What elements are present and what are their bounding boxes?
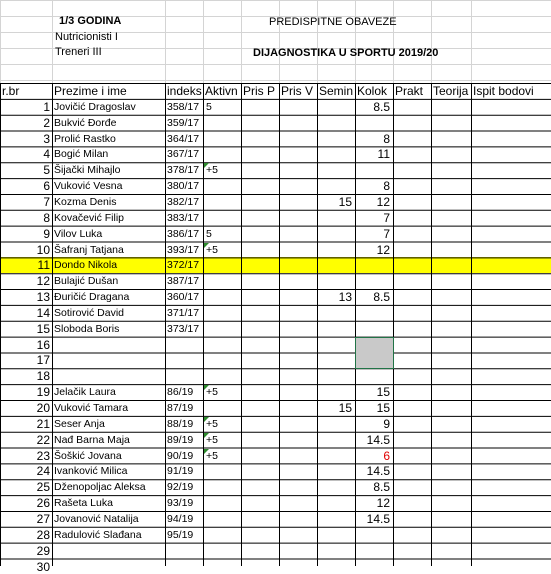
- kolokvijum-cell[interactable]: 15: [376, 401, 390, 415]
- aktivnost-cell[interactable]: +5: [206, 164, 218, 177]
- student-name[interactable]: Vuković Tamara: [54, 402, 129, 414]
- row-number[interactable]: 9: [43, 226, 50, 241]
- kolokvijum-cell[interactable]: 8.5: [373, 290, 390, 305]
- student-name[interactable]: Dondo Nikola: [54, 259, 118, 272]
- row-number[interactable]: 26: [36, 496, 50, 511]
- row-number[interactable]: 28: [36, 527, 50, 542]
- row-number[interactable]: 2: [43, 115, 50, 130]
- index-cell[interactable]: 386/17: [167, 227, 200, 240]
- row-number[interactable]: 27: [36, 511, 50, 526]
- kolokvijum-cell[interactable]: 8: [383, 131, 390, 146]
- column-header[interactable]: Pris V: [281, 84, 314, 98]
- index-cell[interactable]: 367/17: [167, 148, 200, 161]
- student-name[interactable]: Jelačik Laura: [54, 386, 116, 399]
- student-name[interactable]: Đuričić Dragana: [54, 291, 130, 304]
- kolokvijum-cell[interactable]: 14.5: [366, 511, 390, 526]
- index-cell[interactable]: 383/17: [167, 211, 200, 224]
- row-number[interactable]: 22: [36, 432, 50, 447]
- index-cell[interactable]: 372/17: [167, 259, 200, 272]
- column-header[interactable]: r.br: [2, 84, 20, 98]
- header-title-top[interactable]: PREDISPITNE OBAVEZE: [269, 16, 397, 28]
- student-name[interactable]: Vilov Luka: [54, 227, 103, 240]
- row-number[interactable]: 18: [36, 369, 50, 384]
- index-cell[interactable]: 95/19: [167, 528, 194, 541]
- aktivnost-cell[interactable]: +5: [206, 417, 218, 430]
- row-number[interactable]: 25: [36, 480, 50, 495]
- student-name[interactable]: Sloboda Boris: [54, 322, 120, 335]
- index-cell[interactable]: 387/17: [167, 275, 200, 288]
- column-header[interactable]: Prezime i ime: [54, 84, 127, 98]
- column-header[interactable]: Pris P: [243, 84, 276, 98]
- index-cell[interactable]: 94/19: [167, 512, 194, 525]
- row-number[interactable]: 8: [43, 210, 50, 225]
- seminar-cell[interactable]: 15: [338, 194, 352, 209]
- kolokvijum-cell[interactable]: 8.5: [373, 480, 390, 495]
- row-number[interactable]: 14: [36, 305, 50, 320]
- kolokvijum-cell[interactable]: 8: [383, 179, 390, 194]
- row-number[interactable]: 11: [37, 258, 50, 273]
- index-cell[interactable]: 359/17: [167, 116, 200, 129]
- index-cell[interactable]: 86/19: [167, 386, 194, 399]
- student-name[interactable]: Dženopoljac Aleksa: [54, 481, 146, 494]
- comment-indicator-icon[interactable]: [204, 385, 209, 390]
- row-number[interactable]: 16: [36, 337, 50, 352]
- student-name[interactable]: Seser Anja: [54, 417, 105, 430]
- student-name[interactable]: Jovičić Dragoslav: [54, 100, 136, 113]
- student-name[interactable]: Vuković Vesna: [54, 180, 123, 193]
- column-header[interactable]: Aktivn: [205, 84, 238, 98]
- index-cell[interactable]: 360/17: [167, 291, 200, 304]
- row-number[interactable]: 10: [36, 242, 50, 257]
- student-name[interactable]: Ivanković Milica: [54, 465, 128, 478]
- index-cell[interactable]: 93/19: [167, 497, 194, 510]
- aktivnost-cell[interactable]: +5: [206, 449, 218, 462]
- row-number[interactable]: 23: [36, 448, 50, 463]
- aktivnost-cell[interactable]: +5: [206, 433, 218, 446]
- kolokvijum-cell[interactable]: 12: [376, 194, 390, 209]
- row-number[interactable]: 6: [43, 179, 50, 194]
- column-header[interactable]: Teorija: [433, 84, 469, 98]
- kolokvijum-cell[interactable]: 12: [376, 496, 390, 511]
- index-cell[interactable]: 88/19: [167, 417, 194, 430]
- row-number[interactable]: 15: [36, 321, 50, 336]
- index-cell[interactable]: 87/19: [167, 402, 194, 414]
- header-title-main[interactable]: DIJAGNOSTIKA U SPORTU 2019/20: [253, 47, 439, 59]
- column-header[interactable]: Kolok: [357, 84, 388, 98]
- student-name[interactable]: Šijački Mihajlo: [54, 164, 121, 177]
- row-number[interactable]: 3: [43, 131, 50, 146]
- kolokvijum-cell[interactable]: 14.5: [366, 464, 390, 479]
- row-number[interactable]: 17: [36, 353, 50, 368]
- header-group[interactable]: 1/3 GODINA: [59, 15, 122, 27]
- kolokvijum-cell[interactable]: 14.5: [366, 432, 390, 447]
- comment-indicator-icon[interactable]: [204, 243, 209, 248]
- aktivnost-cell[interactable]: +5: [206, 243, 218, 256]
- kolokvijum-cell[interactable]: 8.5: [373, 99, 390, 114]
- index-cell[interactable]: 393/17: [167, 243, 200, 256]
- aktivnost-cell[interactable]: 5: [206, 227, 212, 240]
- aktivnost-cell[interactable]: +5: [206, 386, 218, 399]
- seminar-cell[interactable]: 13: [338, 290, 352, 305]
- selected-cell[interactable]: [355, 337, 394, 370]
- index-cell[interactable]: 382/17: [167, 195, 200, 208]
- row-number[interactable]: 13: [36, 290, 50, 305]
- student-name[interactable]: Radulović Slađana: [54, 528, 142, 541]
- student-name[interactable]: Šafranj Tatjana: [54, 243, 124, 256]
- row-number[interactable]: 21: [36, 416, 50, 431]
- student-name[interactable]: Nađ Barna Maja: [54, 433, 130, 446]
- comment-indicator-icon[interactable]: [204, 449, 209, 454]
- kolokvijum-cell[interactable]: 9: [383, 416, 390, 431]
- row-number[interactable]: 1: [43, 99, 50, 114]
- student-name[interactable]: Kozma Denis: [54, 195, 117, 208]
- row-number[interactable]: 29: [36, 543, 50, 558]
- kolokvijum-cell[interactable]: 12: [376, 242, 390, 257]
- header-line2[interactable]: Nutricionisti I: [55, 31, 118, 43]
- index-cell[interactable]: 380/17: [167, 180, 200, 193]
- aktivnost-cell[interactable]: 5: [206, 100, 212, 113]
- index-cell[interactable]: 358/17: [167, 100, 200, 113]
- index-cell[interactable]: 91/19: [167, 465, 194, 478]
- index-cell[interactable]: 371/17: [167, 306, 200, 319]
- column-header[interactable]: Ispit bodovi: [473, 84, 534, 98]
- student-name[interactable]: Kovačević Filip: [54, 211, 125, 224]
- comment-indicator-icon[interactable]: [204, 163, 209, 168]
- header-line3[interactable]: Treneri III: [55, 46, 102, 58]
- student-name[interactable]: Bulajić Dušan: [54, 275, 119, 288]
- index-cell[interactable]: 92/19: [167, 481, 194, 494]
- row-number[interactable]: 7: [43, 194, 50, 209]
- comment-indicator-icon[interactable]: [204, 433, 209, 438]
- index-cell[interactable]: 373/17: [167, 322, 200, 335]
- index-cell[interactable]: 89/19: [167, 433, 194, 446]
- row-number[interactable]: 4: [43, 147, 50, 162]
- column-header[interactable]: Prakt: [395, 84, 424, 98]
- row-number[interactable]: 30: [36, 559, 50, 574]
- column-header[interactable]: indeks: [167, 84, 202, 98]
- row-number[interactable]: 12: [36, 274, 50, 289]
- comment-indicator-icon[interactable]: [204, 417, 209, 422]
- kolokvijum-cell[interactable]: 7: [383, 210, 390, 225]
- student-name[interactable]: Jovanović Natalija: [54, 512, 139, 525]
- row-number[interactable]: 20: [36, 401, 50, 415]
- student-name[interactable]: Šoškić Jovana: [54, 449, 122, 462]
- row-number[interactable]: 24: [36, 464, 50, 479]
- kolokvijum-cell[interactable]: 7: [383, 226, 390, 241]
- row-number[interactable]: 5: [43, 163, 50, 178]
- student-name[interactable]: Rašeta Luka: [54, 497, 113, 510]
- kolokvijum-cell[interactable]: 11: [377, 147, 390, 162]
- seminar-cell[interactable]: 15: [338, 401, 352, 415]
- index-cell[interactable]: 90/19: [167, 449, 194, 462]
- kolokvijum-cell[interactable]: 6: [383, 448, 390, 463]
- index-cell[interactable]: 364/17: [167, 132, 200, 145]
- student-name[interactable]: Bogić Milan: [54, 148, 109, 161]
- column-header[interactable]: Semin: [319, 84, 354, 98]
- row-number[interactable]: 19: [36, 385, 50, 400]
- student-name[interactable]: Sotirović David: [54, 306, 125, 319]
- kolokvijum-cell[interactable]: 15: [376, 385, 390, 400]
- index-cell[interactable]: 378/17: [167, 164, 200, 177]
- student-name[interactable]: Prolić Rastko: [54, 132, 116, 145]
- student-name[interactable]: Bukvić Đorđe: [54, 116, 117, 129]
